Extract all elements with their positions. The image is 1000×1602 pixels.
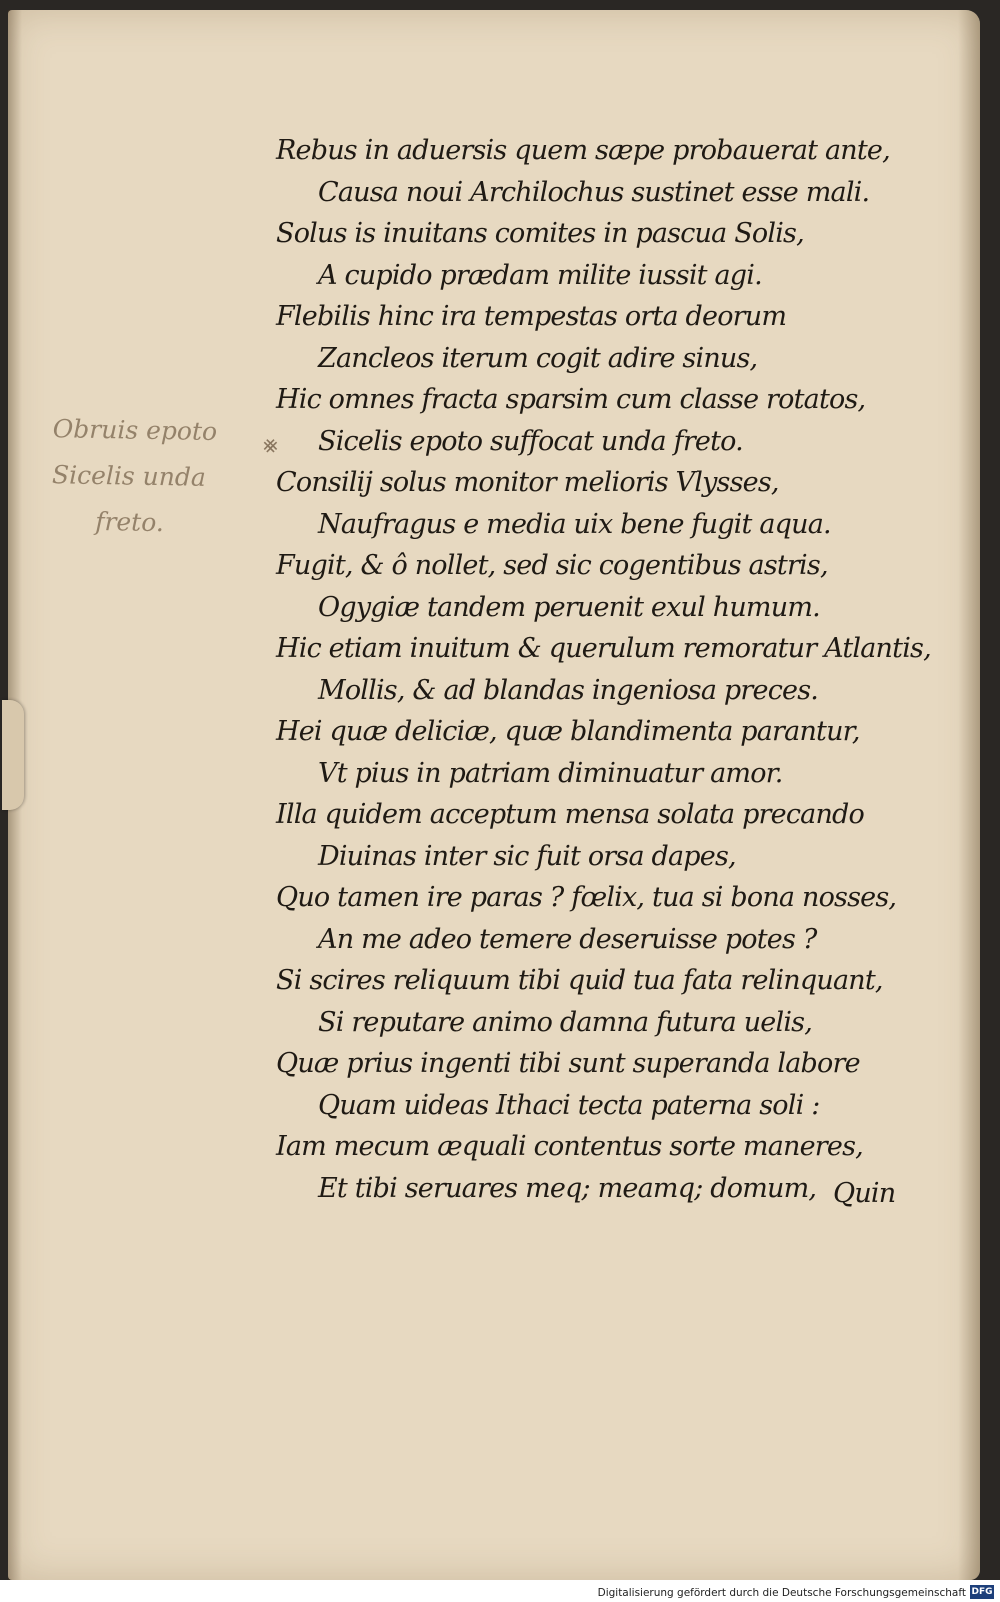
footer-credit: Digitalisierung gefördert durch die Deutsche Forschungsgemeinschaft	[597, 1587, 966, 1599]
marginal-note-line: freto.	[94, 506, 165, 538]
verse-line: Si reputare animo damna futura uelis,	[318, 1006, 812, 1038]
verse-line: Et tibi seruares meq; meamq; domum,	[318, 1172, 817, 1204]
verse-line: Illa quidem acceptum mensa solata precando	[276, 799, 864, 830]
verse-line: Causa noui Archilochus sustinet esse mali.	[318, 176, 870, 208]
insertion-mark-icon: ⨳	[263, 430, 278, 458]
verse-line: Sicelis epoto suffocat unda freto.	[318, 425, 743, 457]
verse-line: Ogygiæ tandem peruenit exul humum.	[318, 591, 820, 623]
verse-line: Naufragus e media uix bene fugit aqua.	[318, 508, 831, 540]
poem-text-block	[276, 130, 956, 1209]
marginal-note-line: Obruis epoto	[52, 414, 218, 447]
verse-line: Fugit, & ô nollet, sed sic cogentibus astris,	[276, 550, 828, 581]
verse-line: A cupido prædam milite iussit agi.	[318, 259, 762, 291]
handwritten-marginal-note	[51, 406, 263, 548]
verse-line: Diuinas inter sic fuit orsa dapes,	[318, 840, 736, 872]
verse-line: An me adeo temere deseruisse potes ?	[318, 923, 817, 955]
verse-line: Consilij solus monitor melioris Vlysses,	[276, 467, 779, 498]
verse-line: Rebus in aduersis quem sæpe probauerat ante,	[276, 135, 890, 166]
verse-line: Flebilis hinc ira tempestas orta deorum	[276, 301, 787, 332]
verse-line: Vt pius in patriam diminuatur amor.	[318, 757, 783, 789]
verse-line: Quo tamen ire paras ? fœlix, tua si bona nosses,	[276, 882, 897, 913]
verse-line: Hei quæ deliciæ, quæ blandimenta parantur,	[276, 716, 860, 747]
verse-line: Hic etiam inuitum & querulum remoratur Atlantis,	[276, 633, 931, 664]
digitization-footer	[0, 1580, 1000, 1602]
marginal-note-line: Sicelis unda	[51, 460, 207, 492]
dfg-logo: DFG	[971, 1587, 993, 1597]
verse-line: Hic omnes fracta sparsim cum classe rotatos,	[276, 384, 866, 415]
page-edge-shadow	[958, 10, 980, 1580]
verse-line: Mollis, & ad blandas ingeniosa preces.	[318, 674, 819, 706]
verse-line: Solus is inuitans comites in pascua Solis,	[276, 218, 804, 249]
catchword: Quin	[833, 1178, 896, 1209]
verse-line: Quam uideas Ithaci tecta paterna soli :	[318, 1089, 820, 1121]
verse-line: Quæ prius ingenti tibi sunt superanda labore	[276, 1048, 860, 1079]
verse-line: Iam mecum æquali contentus sorte maneres,	[276, 1131, 863, 1162]
verse-line: Si scires reliquum tibi quid tua fata relinquant,	[276, 965, 883, 996]
verse-line: Zancleos iterum cogit adire sinus,	[318, 342, 758, 374]
page-tab	[2, 700, 24, 810]
book-page	[8, 10, 980, 1580]
